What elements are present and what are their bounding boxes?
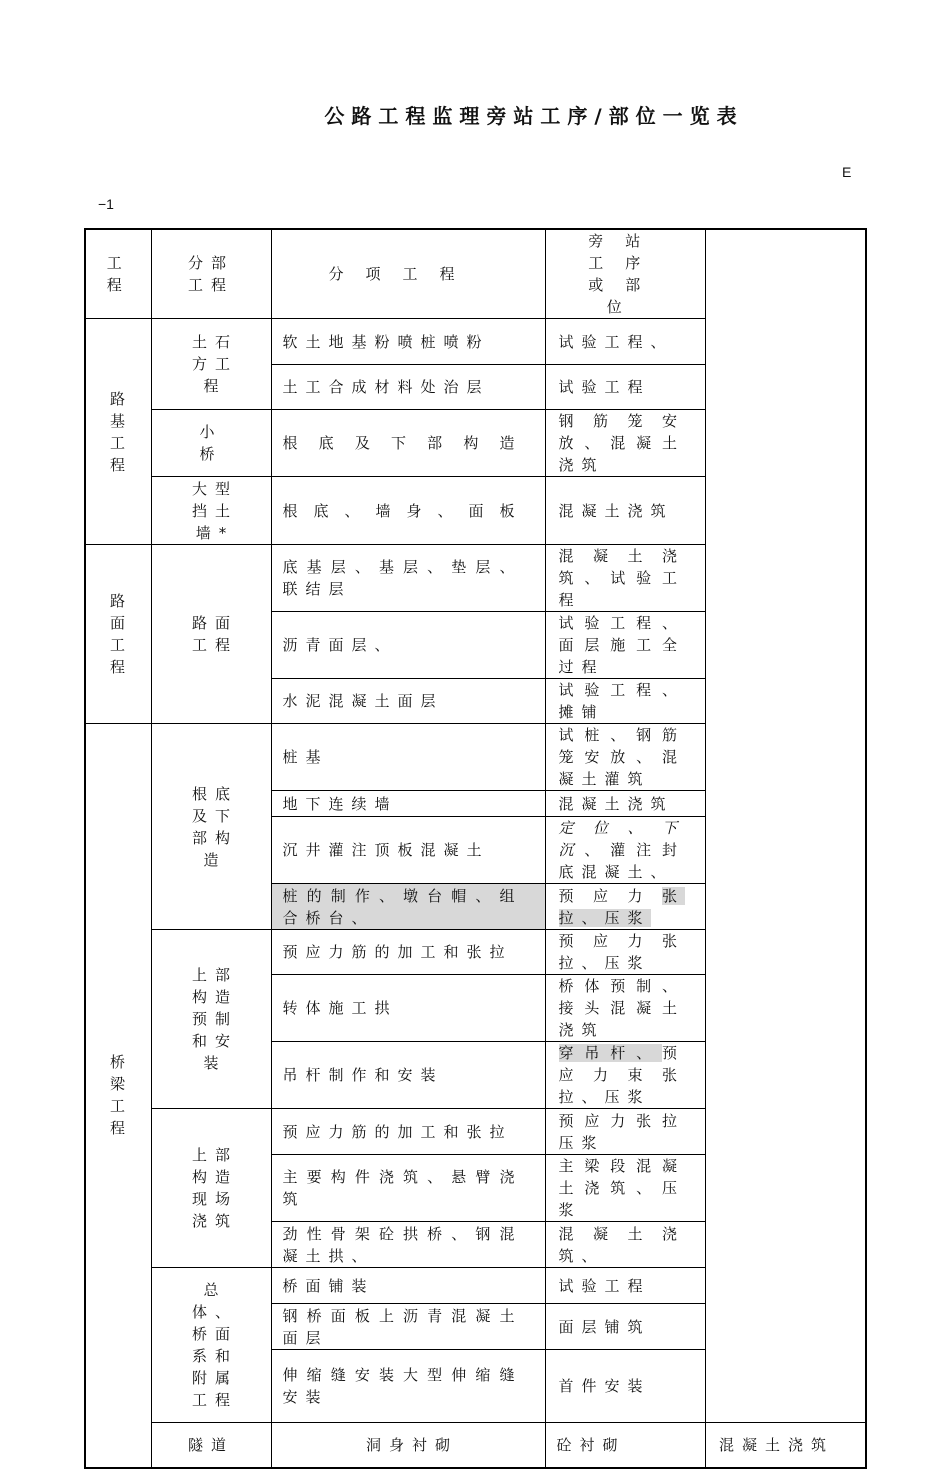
- item-cell: 沉井灌注顶板混凝土: [271, 817, 545, 884]
- header-division: 分部工程: [151, 229, 271, 319]
- section-subgrade: 路基工程: [85, 319, 151, 545]
- station-cell: 混凝土浇筑: [706, 1423, 867, 1468]
- station-cell: 试验工程、摊铺: [545, 679, 706, 724]
- section-pavement: 路面工程: [85, 545, 151, 724]
- division-prefab: 上部构造预制和安装: [151, 930, 271, 1109]
- division-pavement-works: 路面工程: [151, 545, 271, 724]
- division-small-bridge: 小桥: [151, 410, 271, 477]
- item-cell: 砼衬砌: [545, 1423, 706, 1468]
- station-cell: 试验工程: [545, 365, 706, 410]
- division-cast-in-place: 上部构造现场浇筑: [151, 1109, 271, 1268]
- item-cell: 底基层、基层、垫层、联结层: [271, 545, 545, 612]
- item-cell-highlighted: 桩的制作、墩台帽、组合桥台、: [271, 884, 545, 930]
- table-row: [85, 1268, 866, 1304]
- form-code-number: −1: [98, 196, 114, 212]
- page-title: 公路工程监理旁站工序/部位一览表: [324, 104, 744, 128]
- station-cell: 首件安装: [545, 1350, 706, 1423]
- station-cell: 试验工程: [545, 1268, 706, 1304]
- station-rest-part: 预应力束张拉、压浆: [558, 1044, 685, 1106]
- station-cell: 桥体预制、接头混凝土浇筑: [545, 975, 706, 1042]
- station-cell: 预应力张拉压浆: [545, 1109, 706, 1155]
- form-code-letter: E: [842, 164, 852, 180]
- item-cell: 转体施工拱: [271, 975, 545, 1042]
- station-plain-part: 预应力: [558, 886, 662, 905]
- item-cell: 沥青面层、: [271, 612, 545, 679]
- item-cell: 主要构件浇筑、悬臂浇筑: [271, 1155, 545, 1222]
- item-cell: 软土地基粉喷桩喷粉: [271, 319, 545, 365]
- item-cell: 地下连续墙: [271, 791, 545, 817]
- station-cell: 预应力张拉、压浆: [545, 930, 706, 975]
- item-cell: 伸缩缝安装大型伸缩缝安装: [271, 1350, 545, 1423]
- table-row: [85, 319, 866, 365]
- table-header-row: [85, 229, 866, 319]
- station-cell: [545, 1042, 706, 1109]
- section-tunnel: 隧道: [151, 1423, 271, 1468]
- table-row: [85, 724, 866, 791]
- station-rest-part: 、灌注封底混凝土、: [558, 841, 685, 881]
- item-cell: 劲性骨架砼拱桥、钢混凝土拱、: [271, 1222, 545, 1268]
- item-cell: 根底及下部构造: [271, 410, 545, 477]
- item-cell: 预应力筋的加工和张拉: [271, 930, 545, 975]
- station-cell: 混凝土浇筑、: [545, 1222, 706, 1268]
- station-cell: 主梁段混凝土浇筑、压浆: [545, 1155, 706, 1222]
- station-highlighted-part: 张拉、压浆: [558, 886, 685, 927]
- station-highlighted-part: 穿吊杆、: [558, 1044, 662, 1062]
- table-row: [85, 930, 866, 975]
- table-row: [85, 477, 866, 545]
- station-cell: 混凝土浇筑: [545, 477, 706, 545]
- item-cell: 桩基: [271, 724, 545, 791]
- station-cell: 混凝土浇筑、试验工程: [545, 545, 706, 612]
- item-cell: 水泥混凝土面层: [271, 679, 545, 724]
- table-row: [85, 1109, 866, 1155]
- station-cell: 试桩、钢筋笼安放、混凝土灌筑: [545, 724, 706, 791]
- item-cell: 土工合成材料处治层: [271, 365, 545, 410]
- station-cell: 试验工程、: [545, 319, 706, 365]
- station-cell: [545, 884, 706, 930]
- header-station: 旁站工序或部位: [545, 229, 706, 319]
- station-cell: 试验工程、面层施工全过程: [545, 612, 706, 679]
- division-foundation: 根底及下部构造: [151, 724, 271, 930]
- header-project: 工程: [85, 229, 151, 319]
- item-cell: 吊杆制作和安装: [271, 1042, 545, 1109]
- supervision-table: [84, 228, 867, 1469]
- station-italic-part: 定位、下沉: [558, 819, 685, 859]
- division-lining: 洞身衬砌: [271, 1423, 545, 1468]
- table-row: [85, 410, 866, 477]
- item-cell: 根底、墙身、面板: [271, 477, 545, 545]
- division-retaining-wall: 大型挡土墙*: [151, 477, 271, 545]
- station-cell: 混凝土浇筑: [545, 791, 706, 817]
- section-bridge: 桥梁工程: [85, 724, 151, 1468]
- header-item: 分项工程: [271, 229, 545, 319]
- division-deck-system: 总体、桥面系和附属工程: [151, 1268, 271, 1423]
- item-cell: 预应力筋的加工和张拉: [271, 1109, 545, 1155]
- item-cell: 桥面铺装: [271, 1268, 545, 1304]
- division-earthwork: 土石方工程: [151, 319, 271, 410]
- table-row: [85, 545, 866, 612]
- station-cell: [545, 817, 706, 884]
- station-cell: 钢筋笼安放、混凝土浇筑: [545, 410, 706, 477]
- table-row: [85, 1423, 866, 1468]
- station-cell: 面层铺筑: [545, 1304, 706, 1350]
- item-cell: 钢桥面板上沥青混凝土面层: [271, 1304, 545, 1350]
